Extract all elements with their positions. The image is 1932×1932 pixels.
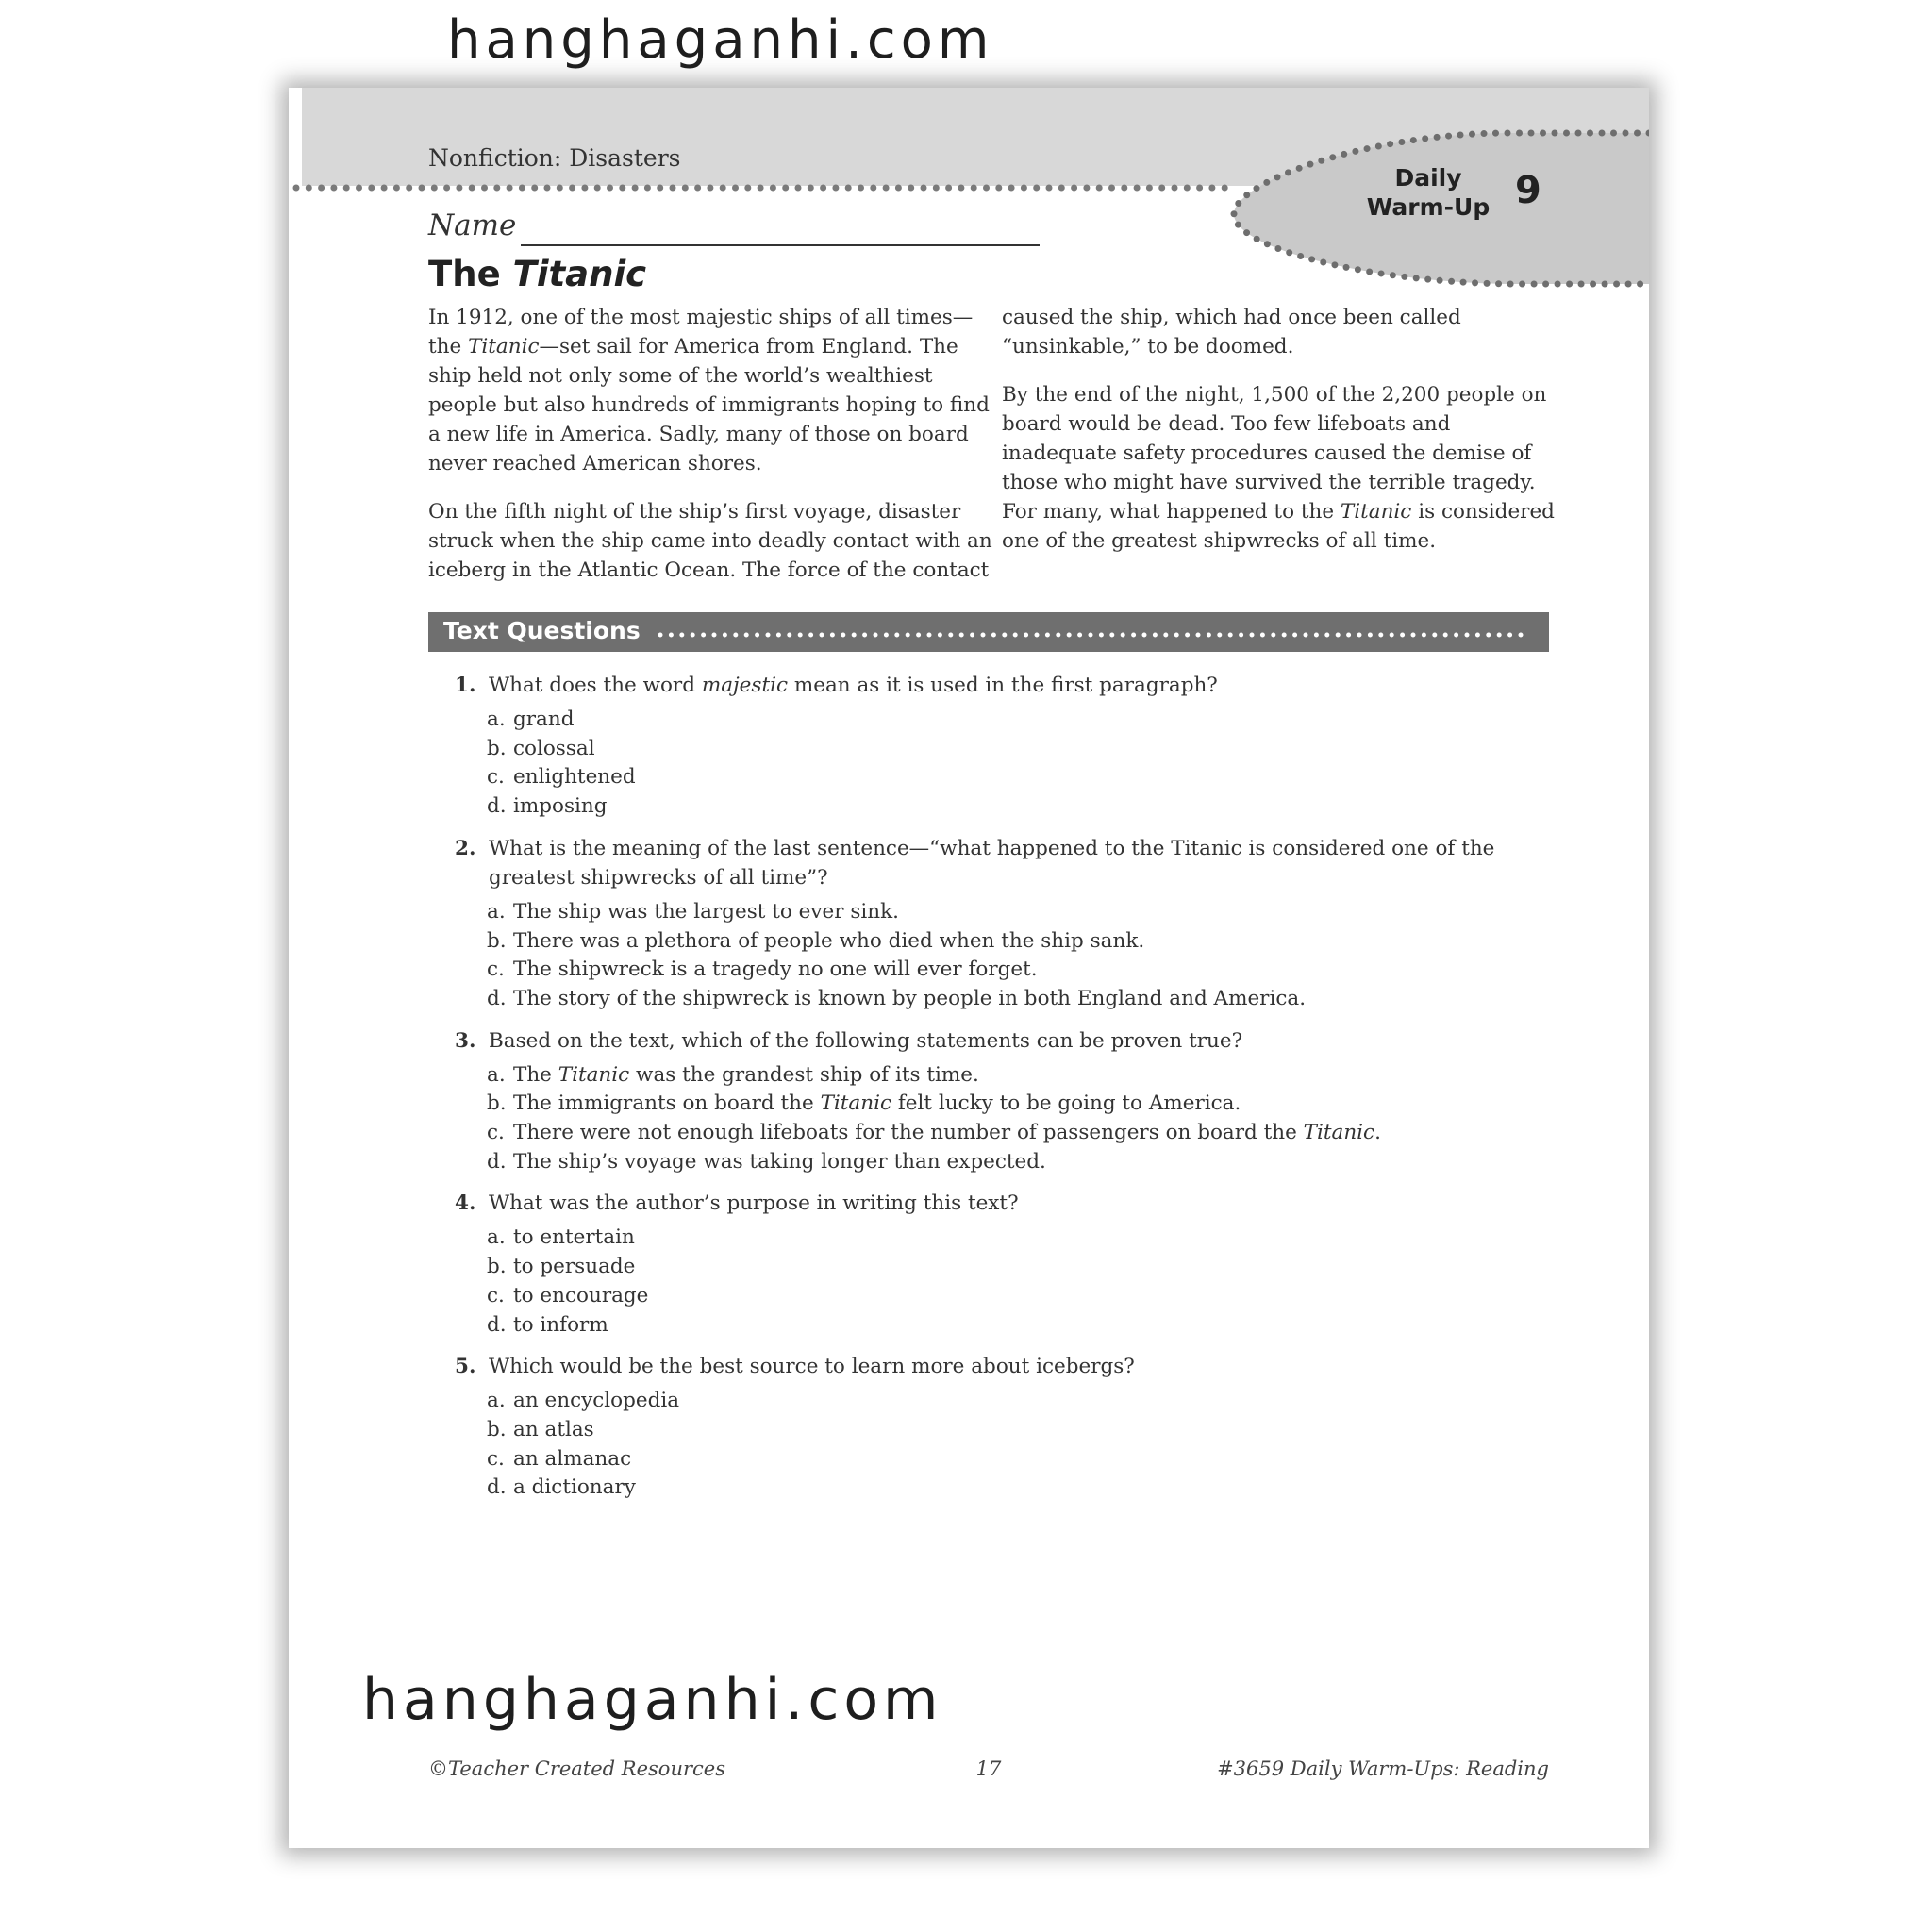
answer-options — [455, 1061, 1558, 1177]
question-stem — [455, 671, 1558, 700]
question-stem-text: What is the meaning of the last sentence—“what happened to the Titanic is considered one of the greatest shipwrecks of all time”? — [489, 836, 1495, 890]
option-letter: d. — [487, 986, 507, 1010]
option-text: The ship’s voyage was taking longer than expected. — [513, 1149, 1046, 1174]
answer-option — [487, 985, 1558, 1014]
option-letter: b. — [487, 1417, 507, 1441]
option-text: an atlas — [513, 1417, 594, 1441]
option-letter: a. — [487, 1225, 506, 1250]
option-text: an almanac — [513, 1446, 632, 1471]
question-list — [455, 671, 1558, 1515]
option-text: . — [1374, 1121, 1381, 1145]
footer-book-title: #3659 Daily Warm-Ups: Reading — [1217, 1757, 1549, 1780]
answer-option — [487, 1253, 1558, 1282]
name-label: Name — [428, 208, 517, 242]
option-letter: a. — [487, 1389, 506, 1413]
question-stem-italic: majestic — [701, 674, 788, 697]
passage-paragraph — [1002, 380, 1568, 556]
answer-option — [487, 1061, 1558, 1091]
option-letter: c. — [487, 1283, 505, 1307]
option-text: to entertain — [513, 1225, 635, 1250]
header-left-edge — [289, 88, 302, 186]
name-row — [428, 208, 1041, 250]
passage-text: is considered one of the greatest shipwrecks of all time. — [1002, 500, 1555, 553]
footer-page-number: 17 — [975, 1757, 1002, 1780]
question-stem — [455, 1352, 1558, 1381]
page-footer — [428, 1757, 1549, 1786]
category-label: Nonfiction: Disasters — [428, 144, 681, 172]
answer-options — [455, 1387, 1558, 1503]
section-title: Text Questions — [443, 617, 641, 644]
answer-option — [487, 1445, 1558, 1474]
passage-italic: Titanic — [1340, 500, 1412, 524]
answer-option — [487, 1119, 1558, 1148]
name-input-line — [521, 244, 1040, 246]
passage-text: —set sail for America from England. The ship held not only some of the world’s wealthiest people but also hundreds of immigrants hoping to find a new life in America. Sadly, many of those on board never reached American shores. — [428, 335, 990, 475]
answer-option — [487, 898, 1558, 927]
question-stem — [455, 1189, 1558, 1218]
option-text: enlightened — [513, 765, 636, 790]
passage-text: By the end of the night, 1,500 of the 2,200 people on board would be dead. Too few lifeboats and inadequate safety procedures caused the demise of those who might have survived the terrible tragedy. For many, what happened to the — [1002, 383, 1547, 524]
option-letter: c. — [487, 765, 505, 790]
question-stem-text: Based on the text, which of the following statements can be proven true? — [489, 1028, 1243, 1053]
title-italic: Titanic — [512, 254, 647, 294]
badge-line-daily: Daily — [1394, 164, 1462, 192]
answer-option — [487, 927, 1558, 957]
watermark-top: hanghaganhi.com — [447, 9, 994, 71]
question-stem-text: mean as it is used in the first paragraph? — [788, 674, 1218, 697]
passage-paragraph: caused the ship, which had once been called “unsinkable,” to be doomed. — [1002, 306, 1461, 358]
passage-text: In 1912, one of the most majestic ships of all times—the — [428, 306, 974, 358]
question-4 — [455, 1189, 1558, 1340]
question-number: 5. — [455, 1355, 476, 1379]
answer-option — [487, 763, 1558, 792]
option-text: The — [513, 1062, 558, 1087]
option-letter: d. — [487, 1312, 507, 1337]
question-stem-text: What does the word — [489, 674, 702, 697]
option-letter: d. — [487, 1475, 507, 1500]
option-text: The shipwreck is a tragedy no one will ever forget. — [513, 958, 1038, 982]
option-text: The immigrants on board the — [513, 1091, 821, 1116]
question-stem — [455, 834, 1558, 892]
option-text: a dictionary — [513, 1475, 636, 1500]
option-text-italic: Titanic — [558, 1062, 630, 1087]
warm-up-number: 9 — [1515, 169, 1541, 212]
question-2 — [455, 834, 1558, 1014]
answer-option — [487, 956, 1558, 985]
footer-copyright: ©Teacher Created Resources — [428, 1757, 725, 1780]
answer-options — [455, 706, 1558, 822]
question-5 — [455, 1352, 1558, 1503]
answer-options — [455, 898, 1558, 1014]
answer-option — [487, 1148, 1558, 1177]
answer-option — [487, 1090, 1558, 1119]
option-letter: a. — [487, 1062, 506, 1087]
passage-column-left — [428, 303, 992, 604]
question-number: 3. — [455, 1028, 476, 1053]
option-letter: b. — [487, 928, 507, 953]
option-letter: a. — [487, 708, 506, 731]
option-text-italic: Titanic — [820, 1091, 892, 1116]
question-stem — [455, 1026, 1558, 1056]
answer-option — [487, 1282, 1558, 1311]
question-number: 4. — [455, 1191, 476, 1216]
passage-paragraph: On the fifth night of the ship’s first voyage, disaster struck when the ship came into deadly contact with an iceberg in the Atlantic Ocean. The force of the contact — [428, 500, 992, 582]
option-letter: d. — [487, 794, 507, 819]
passage-paragraph — [428, 303, 992, 478]
title-plain: The — [428, 254, 501, 294]
option-text: imposing — [513, 794, 608, 819]
option-letter: b. — [487, 736, 507, 760]
answer-options — [455, 1224, 1558, 1340]
answer-option — [487, 1416, 1558, 1445]
option-text: The story of the shipwreck is known by people in both England and America. — [513, 986, 1307, 1010]
option-text: to persuade — [513, 1255, 636, 1279]
option-text: The ship was the largest to ever sink. — [513, 899, 899, 924]
option-letter: c. — [487, 958, 505, 982]
answer-option — [487, 735, 1558, 764]
option-letter: c. — [487, 1121, 505, 1145]
answer-option — [487, 792, 1558, 822]
section-header-bar — [428, 612, 1549, 652]
option-text: was the grandest ship of its time. — [629, 1062, 979, 1087]
option-text: to encourage — [513, 1283, 649, 1307]
option-text: to inform — [513, 1312, 608, 1337]
option-letter: a. — [487, 899, 506, 924]
question-3 — [455, 1026, 1558, 1177]
page-title — [428, 254, 646, 294]
worksheet-page — [289, 88, 1649, 1848]
watermark-bottom: hanghaganhi.com — [362, 1667, 943, 1733]
option-letter: b. — [487, 1255, 507, 1279]
option-text: There was a plethora of people who died when the ship sank. — [513, 928, 1145, 953]
badge-label — [1353, 163, 1504, 222]
badge-line-warm-up: Warm-Up — [1366, 193, 1491, 221]
option-text: an encyclopedia — [513, 1389, 680, 1413]
answer-option — [487, 1474, 1558, 1503]
option-text: felt lucky to be going to America. — [891, 1091, 1241, 1116]
question-number: 1. — [455, 674, 476, 697]
option-text: colossal — [513, 736, 595, 760]
answer-option — [487, 1311, 1558, 1341]
question-number: 2. — [455, 836, 476, 860]
question-stem-text: What was the author’s purpose in writing this text? — [489, 1191, 1019, 1216]
option-letter: b. — [487, 1091, 507, 1116]
passage-column-right — [1002, 303, 1568, 575]
option-text: grand — [513, 708, 575, 731]
option-text-italic: Titanic — [1303, 1121, 1375, 1145]
option-letter: d. — [487, 1149, 507, 1174]
section-dotted-rule — [657, 631, 1534, 639]
passage-italic: Titanic — [468, 335, 540, 358]
question-stem-text: Which would be the best source to learn more about icebergs? — [489, 1355, 1135, 1379]
option-letter: c. — [487, 1446, 505, 1471]
option-text: There were not enough lifeboats for the number of passengers on board the — [513, 1121, 1304, 1145]
answer-option — [487, 1387, 1558, 1416]
answer-option — [487, 706, 1558, 735]
question-1 — [455, 671, 1558, 822]
answer-option — [487, 1224, 1558, 1253]
